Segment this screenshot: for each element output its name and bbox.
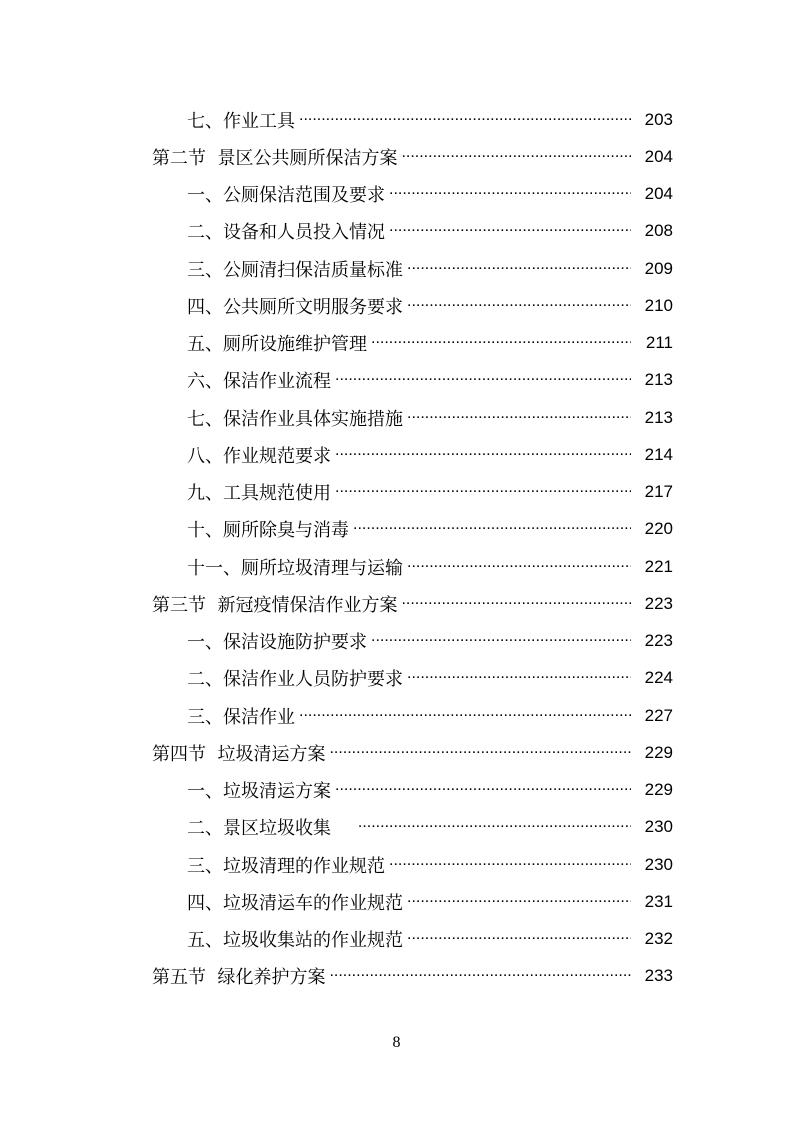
toc-entry-page-number: 208 [631,221,673,241]
toc-subsection-entry[interactable] [0,287,793,324]
toc-section-entry[interactable] [0,958,793,995]
toc-entry-title: 七、作业工具 [187,110,295,132]
toc-dot-leader [299,707,631,725]
toc-entry-page-number: 211 [631,333,673,353]
toc-section-entry[interactable] [0,734,793,771]
toc-entry-title: 二、景区垃圾收集 [187,818,354,840]
toc-entry-page-number: 227 [631,706,673,726]
toc-entry-page-number: 209 [631,259,673,279]
toc-dot-leader [389,222,631,240]
toc-dot-leader [407,260,631,278]
toc-dot-leader [329,967,631,985]
page-number: 8 [392,1034,401,1051]
toc-entry-title: 十一、厕所垃圾清理与运输 [187,557,403,579]
toc-entry-page-number: 217 [631,482,673,502]
toc-entry-page-number: 204 [631,184,673,204]
toc-entry-page-number: 230 [631,817,673,837]
toc-subsection-entry[interactable] [0,660,793,697]
toc-dot-leader [407,558,631,576]
toc-entry-title: 二、保洁作业人员防护要求 [187,669,403,691]
toc-entry-page-number: 229 [631,780,673,800]
toc-entry-title: 十、厕所除臭与消毒 [187,520,349,542]
toc-entry-title: 第四节 垃圾清运方案 [152,743,326,765]
toc-dot-leader [329,744,631,762]
toc-entry-page-number: 214 [631,445,673,465]
toc-subsection-entry[interactable] [0,883,793,920]
toc-entry-title: 五、垃圾收集站的作业规范 [187,930,403,952]
toc-dot-leader [371,334,631,352]
toc-entry-page-number: 210 [631,296,673,316]
toc-dot-leader [335,483,631,501]
toc-entry-page-number: 231 [631,892,673,912]
toc-subsection-entry[interactable] [0,101,793,138]
toc-dot-leader [358,818,631,836]
toc-entry-title: 一、垃圾清运方案 [187,781,331,803]
toc-subsection-entry[interactable] [0,809,793,846]
toc-section-entry[interactable] [0,585,793,622]
toc-dot-leader [407,893,631,911]
toc-dot-leader [407,930,631,948]
toc-subsection-entry[interactable] [0,474,793,511]
toc-entry-page-number: 232 [631,929,673,949]
toc-subsection-entry[interactable] [0,213,793,250]
toc-dot-leader [371,632,631,650]
table-of-contents [0,101,793,995]
toc-entry-page-number: 233 [631,966,673,986]
toc-entry-title: 四、公共厕所文明服务要求 [187,296,403,318]
toc-entry-page-number: 229 [631,743,673,763]
toc-entry-title: 六、保洁作业流程 [187,371,331,393]
toc-subsection-entry[interactable] [0,176,793,213]
toc-entry-title: 九、工具规范使用 [187,483,331,505]
toc-entry-title: 八、作业规范要求 [187,445,331,467]
toc-entry-title: 四、垃圾清运车的作业规范 [187,892,403,914]
toc-dot-leader [335,371,631,389]
toc-dot-leader [407,409,631,427]
toc-subsection-entry[interactable] [0,362,793,399]
toc-subsection-entry[interactable] [0,511,793,548]
toc-entry-page-number: 213 [631,408,673,428]
toc-entry-page-number: 203 [631,110,673,130]
toc-entry-title: 一、保洁设施防护要求 [187,632,367,654]
toc-subsection-entry[interactable] [0,846,793,883]
toc-entry-title: 一、公厕保洁范围及要求 [187,185,385,207]
toc-entry-page-number: 204 [631,147,673,167]
toc-dot-leader [299,111,631,129]
toc-dot-leader [389,856,631,874]
toc-subsection-entry[interactable] [0,250,793,287]
toc-entry-page-number: 221 [631,557,673,577]
toc-entry-title: 三、公厕清扫保洁质量标准 [187,259,403,281]
toc-subsection-entry[interactable] [0,623,793,660]
toc-dot-leader [401,148,631,166]
toc-entry-page-number: 223 [631,594,673,614]
toc-subsection-entry[interactable] [0,436,793,473]
toc-entry-title: 三、保洁作业 [187,706,295,728]
toc-entry-page-number: 220 [631,519,673,539]
toc-subsection-entry[interactable] [0,921,793,958]
toc-entry-title: 五、厕所设施维护管理 [187,334,367,356]
toc-entry-title: 第三节 新冠疫情保洁作业方案 [152,594,398,616]
toc-entry-page-number: 223 [631,631,673,651]
toc-entry-page-number: 213 [631,370,673,390]
toc-entry-title: 第五节 绿化养护方案 [152,967,326,989]
toc-dot-leader [407,669,631,687]
toc-dot-leader [335,446,631,464]
toc-subsection-entry[interactable] [0,697,793,734]
toc-subsection-entry[interactable] [0,399,793,436]
toc-dot-leader [389,185,631,203]
toc-dot-leader [335,781,631,799]
toc-entry-title: 第二节 景区公共厕所保洁方案 [152,147,398,169]
toc-entry-page-number: 230 [631,855,673,875]
toc-subsection-entry[interactable] [0,548,793,585]
toc-dot-leader [401,595,631,613]
toc-section-entry[interactable] [0,138,793,175]
toc-entry-title: 二、设备和人员投入情况 [187,222,385,244]
toc-dot-leader [353,520,631,538]
toc-subsection-entry[interactable] [0,325,793,362]
toc-entry-title: 三、垃圾清理的作业规范 [187,855,385,877]
toc-dot-leader [407,297,631,315]
toc-entry-title: 七、保洁作业具体实施措施 [187,408,403,430]
toc-entry-page-number: 224 [631,668,673,688]
toc-subsection-entry[interactable] [0,772,793,809]
